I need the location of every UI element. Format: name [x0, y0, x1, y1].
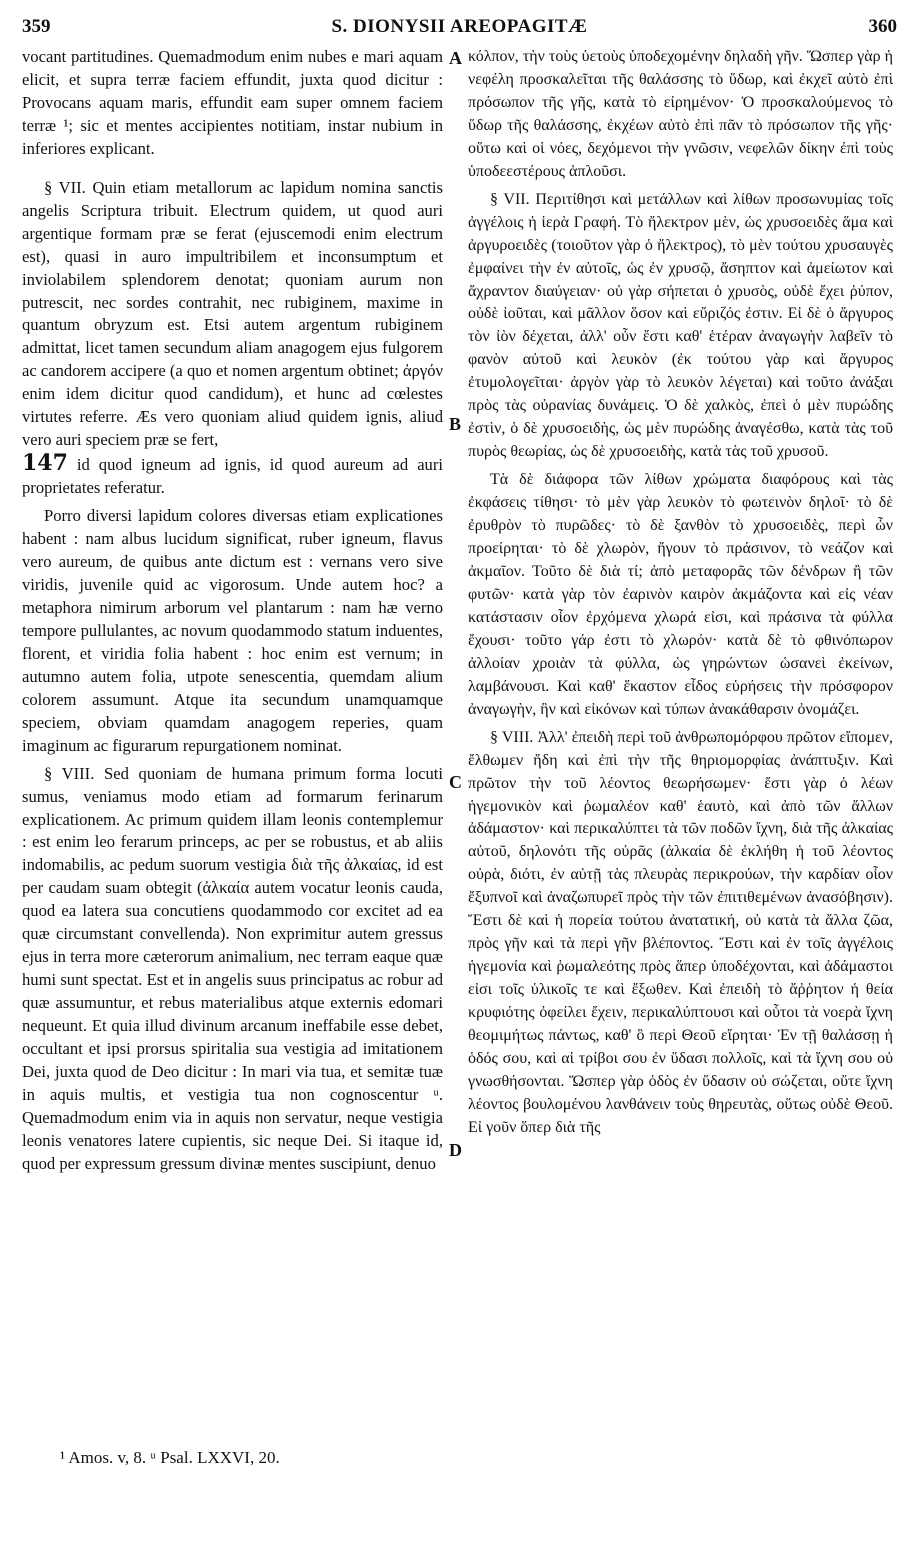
margin-mark-a: A	[449, 48, 462, 68]
running-title: S. DIONYSII AREOPAGITÆ	[331, 16, 588, 37]
page-number-right: 360	[868, 16, 897, 37]
latin-paragraph: § VII. Quin etiam metallorum ac lapidum nomina sanctis angelis Scriptura tribuit. Electrum quidem, ut quod auri argentique formam præ se ferat (ejuscemodi enim electrum est), quasi in auro impultribilem et inconsumptum et inviolabilem splendorem denotat; quoniam aurum non putrescit, nec sordes contrahit, nec rubiginem, maxime in quantum obryzum est. Etsi autem argentum rubiginem admittat, licet tamen secundum aliam anagogem ejus fulgorem ac candorem accipere (a quo et nomen argentum obtinet; ἀργόν enim idem dicitur quod candidum), et hunc ad cœlestes virtutes referre. Æs vero quoniam aliud quidem ignis, aliud vero auri speciem præ se fert,	[22, 177, 443, 450]
greek-column	[468, 46, 893, 1140]
latin-paragraph: vocant partitudines. Quemadmodum enim nubes e mari aquam elicit, et supra terræ faciem effundit, juxta quod dicitur : Provocans aquam maris, effundit eam super omnem faciem terræ ¹; sic et mentes accipientes notitiam, instar nubium in inferiores explicant.	[22, 47, 443, 158]
greek-paragraph: § VIII. Ἀλλ' ἐπειδὴ περὶ τοῦ ἀνθρωπομόρφου πρῶτον εἴπομεν, ἔλθωμεν ἤδη καὶ ἐπὶ τὴν τῆς θηριομορφίας ἀνάπτυξιν. Καὶ πρῶτον τὴν τοῦ λέοντος θεωρήσωμεν· ἔστι γὰρ ὁ λέων ἡγεμονικὸν καὶ ῥωμαλέον καθ' ἑαυτὸ, καὶ ἀπὸ τῶν ἄλλων ἀδάμαστον· καὶ περικαλύπτει τὰ τῶν ποδῶν ἴχνη, διὰ τῆς ἀλκαίας αὐτοῦ, δηλονότι τῆς οὐρᾶς (ἀλκαία δὲ ἐκλήθη ἡ τοῦ λέοντος οὐρὰ, διότι, ἐν αὐτῇ τὰς πλευρὰς περικρούων, τὴν καρδίαν οἷον ἔξυπνοῖ καὶ ἀναζωπυρεῖ πρὸς τὴν τῶν ἐπιτιθεμένων ἀνασόβησιν). Ἔστι δὲ καὶ ἡ πορεία τούτου ἀνατατική, οὐ κατὰ τὰ ἄλλα ζῶα, πρὸς γῆν καὶ τὰ περὶ γῆν βλέποντος. Ἔστι καὶ ἐν τοῖς ἀγγέλοις ἡγεμονία καὶ ῥωμαλεότης πρὸς ἅπερ ὑποδέχονται, καὶ ἀδάμαστοι εἰσι τοῖς ὑλικοῖς τε καὶ ἔξωθεν. Καὶ ἐπειδὴ τὸ ἄῤῥητον ἡ θεία κρυφιότης ὀφείλει ἔχειν, περικαλύπτουσι καὶ οὗτοι τὰ νοερὰ ἴχνη θεομιμήτως πάντως, καθ' ὃ περὶ Θεοῦ εἴρηται· Ἐν τῇ θαλάσσῃ ἡ ὁδός σου, καὶ αἱ τρίβοι σου ἐν ὕδασι πολλοῖς, καὶ τὰ ἴχνη σου οὐ γνωσθήσονται. Ὥσπερ γὰρ ὁδὸς ἐν ὕδασιν οὐ σώζεται, οὔτε ἴχνη λέοντος βουλομένου λανθάνειν τοὺς θηρευτὰς, οὕτως οὐδὲ Θεοῦ. Εἰ γοῦν ὅπερ διὰ τῆς	[468, 728, 893, 1136]
margin-mark-b: B	[449, 414, 462, 434]
latin-paragraph: Porro diversi lapidum colores diversas etiam explicationes habent : nam albus lucidum significat, ruber igneum, flavus vero aureum, de quibus ante dictum est : vernans vero sive viridis, juvenile quid ac vigorosum. Unde autem hoc? a metaphora nimirum arborum vel plantarum : nam hæ verno tempore pullulantes, ac novum quodammodo statum induentes, florent, et viridia folia habent : hoc enim est vernum; in autumno autem folia, utpote senescentia, quemdam alium colorem assumunt. Atque ita secundum unamquamque speciem, obviam quamdam anagogem reperies, quam imaginum ac figurarum repurgationem nominat.	[22, 506, 443, 755]
greek-paragraph: κόλπον, τὴν τοὺς ὑετοὺς ὑποδεχομένην δηλαδὴ γῆν. Ὥσπερ γὰρ ἡ νεφέλη προσκαλεῖται τῆς θαλάσσης τὸ ὕδωρ, καὶ ἐκχεῖ αὐτὸ ἐπὶ πρόσωπον τῆς γῆς, κατὰ τὸ εἰρημένον· Ὁ προσκαλούμενος τὸ ὕδωρ τῆς θαλάσσης, ἐκχέων αὐτὸ ἐπὶ πᾶν τὸ πρόσωπον τῆς γῆς· οὕτω καὶ οἱ νόες, δεχόμενοι τὴν γνῶσιν, νεφελῶν δίκην ἐπὶ τοὺς ὑποδεεστέρους ἁπλοῦσι.	[468, 48, 893, 180]
latin-column	[22, 46, 443, 1176]
latin-paragraph: § VIII. Sed quoniam de humana primum forma locuti sumus, veniamus modo etiam ad formarum ferinarum explicationem. Ac primum quidem illam leonis contemplemur : est enim leo ferarum princeps, ac per se robustus, et ab aliis indomabilis, ac pedum suorum vestigia διὰ τῆς ἀλκαίας, id est per caudam suam obtegit (ἀλκαία autem vocatur leonis cauda, quod ea latera sua concutiens quodammodo cor excitet ad ea quæ circumstant convellenda). Non exprimitur autem gressus ejus in terra more cæterorum animalium, nec terram eaque quæ humi sunt spectat. Est et in angelis suus principatus ac robur ad quæ assumuntur, et rebus materialibus atque externis edomari nequeunt. Et quia illud divinum arcanum ineffabile esse debet, occultant et ipsi prorsus spiritalia sua vestigia ad imitationem Dei, juxta quod de Deo dicitur : In mari via tua, et semitæ tuæ in aquis multis, et vestigia tua non cognoscentur ᵘ. Quemadmodum enim via in aquis non servatur, neque vestigia leonis venatores latere cupientis, sic neque Dei. Si itaque id, quod per expressum gressum divinæ mentes suscipiunt, denuo	[22, 763, 443, 1173]
page-header	[22, 16, 897, 42]
column-marker: 147	[22, 450, 68, 477]
margin-mark-c: C	[449, 772, 462, 792]
greek-paragraph: § VII. Περιτίθησι καὶ μετάλλων καὶ λίθων προσωνυμίας τοῖς ἀγγέλοις ἡ ἱερὰ Γραφή. Τὸ ἤλεκτρον μὲν, ὡς χρυσοειδὲς ἅμα καὶ ἀργυροειδὲς (τοιοῦτον γὰρ ὁ ἤλεκτρος), τὸ μὲν τούτου χρυσαυγὲς ἐμφαίνει τὴν ἐν αὐτοῖς, ὡς ἐν χρυσῷ, ἄσηπτον καὶ ἀμείωτον καὶ ἄχραντον διαύγειαν· οὐ γὰρ σήπεται ὁ χρυσὸς, οὐδὲ ἔχει ῥύπον, οὐδὲ ἰοῦται, καὶ μᾶλλον ὅσον καὶ εὔριζός ἐστιν. Εἰ δὲ ὁ ἄργυρος τὸν ἰὸν δέχεται, ἀλλ' οὖν ἔστι καθ' ἑτέραν ἀναγωγὴν λαβεῖν τὸ φανὸν αὐτοῦ καὶ λευκὸν (ἐκ τούτου γὰρ καὶ ἄργυρος ἐτυμολογεῖται· ἀργὸν γὰρ τὸ λευκὸν λέγεται) καὶ τοῦτο ἀνάξαι πρὸς τὰς οὐρανίας δυνάμεις. Ὁ δὲ χαλκὸς, ἐπεὶ ὁ μὲν πυρώδης ἐστὶν, ὁ δὲ χρυσοειδὴς, ὡς μὲν πυρώδης ἀναγέσθω, κατὰ τὰς τοῦ πυρὸς θεωρίας, ὡς δὲ χρυσοειδὴς, κατὰ τὰς τοῦ χρυσοῦ.	[468, 190, 893, 461]
latin-paragraph-cont	[22, 452, 443, 500]
page-number-left: 359	[22, 16, 51, 37]
greek-paragraph: Τὰ δὲ διάφορα τῶν λίθων χρώματα διαφόρους καὶ τὰς ἐκφάσεις τίθησι· τὸ μὲν γὰρ λευκὸν τὸ φωτεινὸν δηλοῖ· τὸ δὲ ἐρυθρὸν τὸ πυρῶδες· τὸ δὲ ξανθὸν τὸ χρυσοειδὲς, περὶ ὧν προείρηται· τὸ δὲ χλωρὸν, ἤγουν τὸ πράσινον, τὸ νεάζον καὶ ἀκμαῖον. Τοῦτο δὲ διὰ τί; ἀπὸ μεταφορᾶς τῶν δένδρων ἢ τῶν φυτῶν· κατὰ γὰρ τὸν ἐαρινὸν καιρὸν ἀκμάζοντα καὶ εἰς νέαν κατάστασιν οἷον ἐρχόμενα χλωρά εἰσι, καὶ πράσινα τὰ φύλλα ἔχουσι· τοῦτο γάρ ἐστι τὸ χλωρόν· κατὰ δὲ τὸ φθινόπωρον ἀλλοίαν χροιὰν τὰ φύλλα, ὡς γηρώντων ὡσανεὶ ἐκείνων, λαμβάνουσι. Καὶ καθ' ἕκαστον εἶδος εὑρήσεις τὴν πρόσφορον ἀναγωγὴν, ἣν καὶ εἰκόνων καὶ τύπων ἀνακάθαρσιν ὀνομάζει.	[468, 471, 893, 718]
margin-mark-d: D	[449, 1140, 462, 1160]
footnote: ¹ Amos. v, 8. ᵘ Psal. LXXVI, 20.	[60, 1448, 280, 1467]
latin-paragraph-text: id quod igneum ad ignis, id quod aureum ad auri proprietates referatur.	[22, 455, 443, 498]
